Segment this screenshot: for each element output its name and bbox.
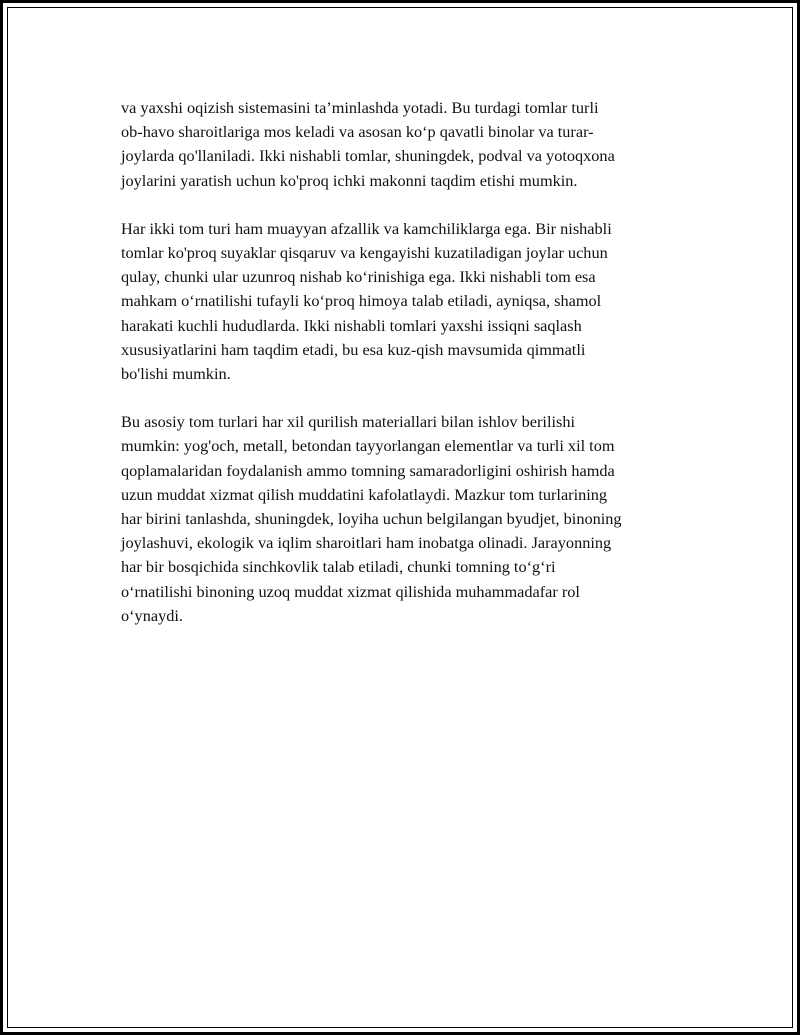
paragraph-2 xyxy=(121,217,721,386)
text-line: har birini tanlashda, shuningdek, loyiha uchun belgilangan byudjet, binoning xyxy=(121,509,622,529)
text-line: bo'lishi mumkin. xyxy=(121,364,231,384)
text-line: va yaxshi oqizish sistemasini ta’minlashda yotadi. Bu turdagi tomlar turli xyxy=(121,98,599,117)
text-line: tomlar ko'proq suyaklar qisqaruv va kengayishi kuzatiladigan joylar uchun xyxy=(121,243,608,263)
paragraph-3 xyxy=(121,410,721,628)
text-line: ob-havo sharoitlariga mos keladi va asosan ko‘p qavatli binolar va turar- xyxy=(121,122,594,142)
text-line: har bir bosqichida sinchkovlik talab etiladi, chunki tomning to‘g‘ri xyxy=(121,557,556,577)
text-line: mumkin: yog'och, metall, betondan tayyorlangan elementlar va turli xil tom xyxy=(121,436,615,456)
text-line: uzun muddat xizmat qilish muddatini kafolatlaydi. Mazkur tom turlarining xyxy=(121,484,608,504)
text-line: o‘ynaydi. xyxy=(121,605,183,625)
text-line: mahkam o‘rnatilishi tufayli ko‘proq himoya talab etiladi, ayniqsa, shamol xyxy=(121,291,602,311)
text-line: qulay, chunki ular uzunroq nishab ko‘rinishiga ega. Ikki nishabli tom esa xyxy=(121,267,596,287)
text-line: xususiyatlarini ham taqdim etadi, bu esa kuz-qish mavsumida qimmatli xyxy=(121,339,586,359)
document-body xyxy=(121,96,721,652)
text-line: joylashuvi, ekologik va iqlim sharoitlari ham inobatga olinadi. Jarayonning xyxy=(121,533,612,553)
text-line: o‘rnatilishi binoning uzoq muddat xizmat qilishida muhammadafar rol xyxy=(121,581,580,601)
text-line: harakati kuchli hududlarda. Ikki nishabli tomlari yaxshi issiqni saqlash xyxy=(121,315,582,335)
text-line: Bu asosiy tom turlari har xil qurilish materiallari bilan ishlov berilishi xyxy=(121,412,575,432)
paragraph-1 xyxy=(121,96,721,193)
text-line: Har ikki tom turi ham muayyan afzallik va kamchiliklarga ega. Bir nishabli xyxy=(121,218,612,238)
text-line: qoplamalaridan foydalanish ammo tomning samaradorligini oshirish hamda xyxy=(121,460,615,480)
text-line: joylarda qo'llaniladi. Ikki nishabli tomlar, shuningdek, podval va yotoqxona xyxy=(121,146,615,166)
text-line: joylarini yaratish uchun ko'proq ichki makonni taqdim etishi mumkin. xyxy=(121,170,578,190)
